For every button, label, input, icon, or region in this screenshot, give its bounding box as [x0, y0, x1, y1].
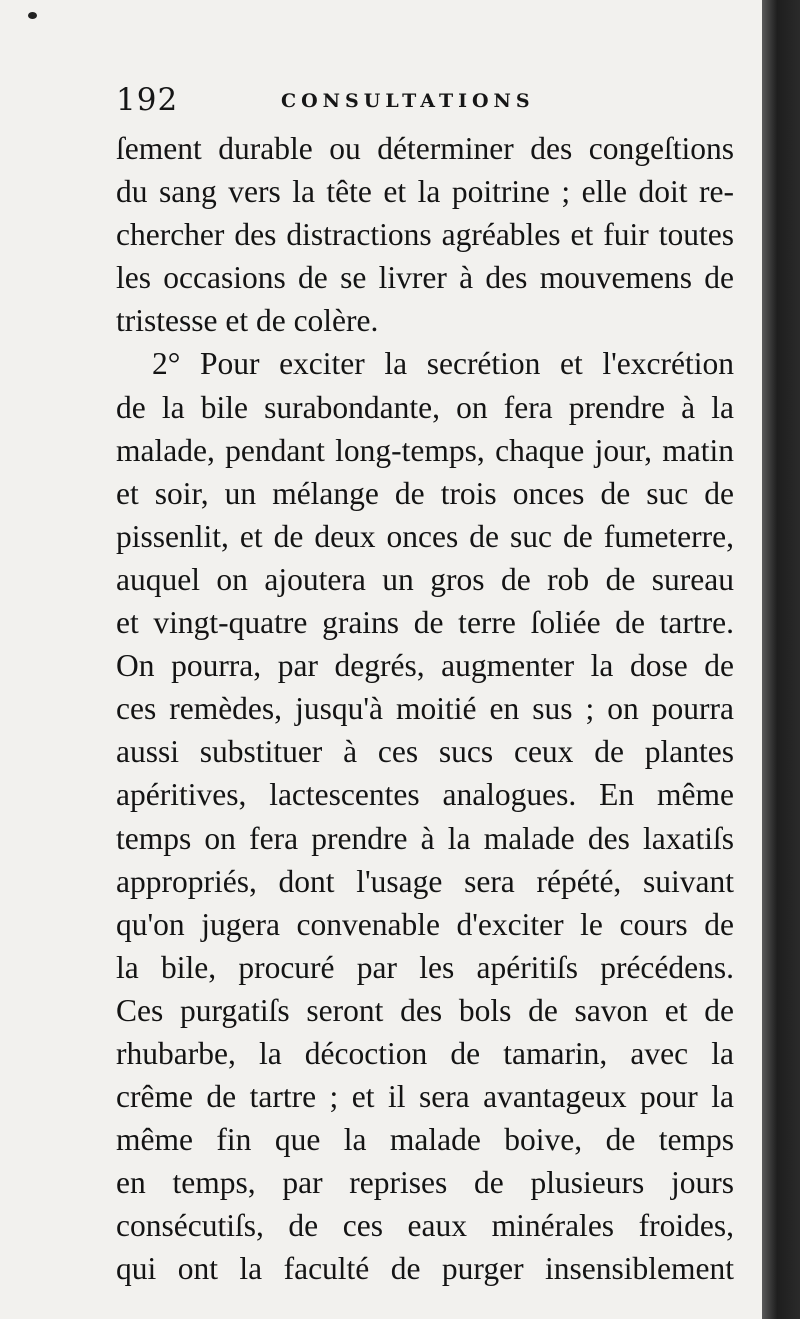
text-line: de la bile surabondante, on fera prendre à la [116, 389, 734, 425]
text-line: en temps, par reprises de plusieurs jours [116, 1165, 734, 1201]
body-text [116, 127, 734, 1291]
text-line: qu'on jugera convenable d'exciter le cours de [116, 906, 734, 942]
text-line: apéritives, lactescentes analogues. En même [116, 777, 734, 813]
text-line: et vingt-quatre grains de terre ſoliée de tartre. [116, 605, 734, 641]
text-line: auquel on ajoutera un gros de rob de sureau [116, 561, 734, 597]
text-line: qui ont la faculté de purger insensiblement [116, 1251, 734, 1287]
text-line: Ces purgatiſs seront des bols de savon et de [116, 992, 734, 1028]
page-number: 192 [116, 82, 179, 118]
text-line: chercher des distractions agréables et fuir toutes [116, 217, 734, 253]
text-line: crême de tartre ; et il sera avantageux pour la [116, 1079, 734, 1115]
text-line: les occasions de se livrer à des mouvemens de [116, 260, 734, 296]
text-line: pissenlit, et de deux onces de suc de fumeterre, [116, 518, 734, 554]
paragraph [116, 342, 734, 1290]
text-line: du sang vers la tête et la poitrine ; elle doit re- [116, 174, 734, 210]
text-line: et soir, un mélange de trois onces de suc de [116, 475, 734, 511]
running-title: CONSULTATIONS [281, 90, 535, 112]
text-line: ſement durable ou déterminer des congeſtions [116, 131, 734, 166]
text-line: On pourra, par degrés, augmenter la dose de [116, 648, 734, 684]
text-line: consécutiſs, de ces eaux minérales froides, [116, 1208, 734, 1244]
page-header [116, 82, 736, 122]
text-line: temps on fera prendre à la malade des laxatiſs [116, 820, 734, 856]
ink-speck [28, 12, 37, 19]
text-line: rhubarbe, la décoction de tamarin, avec la [116, 1035, 734, 1071]
page-edge-shadow [762, 0, 800, 1319]
text-line: appropriés, dont l'usage sera répété, suivant [116, 863, 734, 899]
text-line: même fin que la malade boive, de temps [116, 1122, 734, 1158]
text-line: 2° Pour exciter la secrétion et l'excrétion [152, 346, 734, 382]
paragraph [116, 127, 734, 342]
text-line: tristesse et de colère. [116, 303, 379, 339]
text-line: ces remèdes, jusqu'à moitié en sus ; on pourra [116, 691, 734, 727]
text-line: la bile, procuré par les apéritiſs précédens. [116, 949, 734, 985]
text-line: malade, pendant long-temps, chaque jour, matin [116, 432, 734, 468]
text-line: aussi substituer à ces sucs ceux de plantes [116, 734, 734, 770]
